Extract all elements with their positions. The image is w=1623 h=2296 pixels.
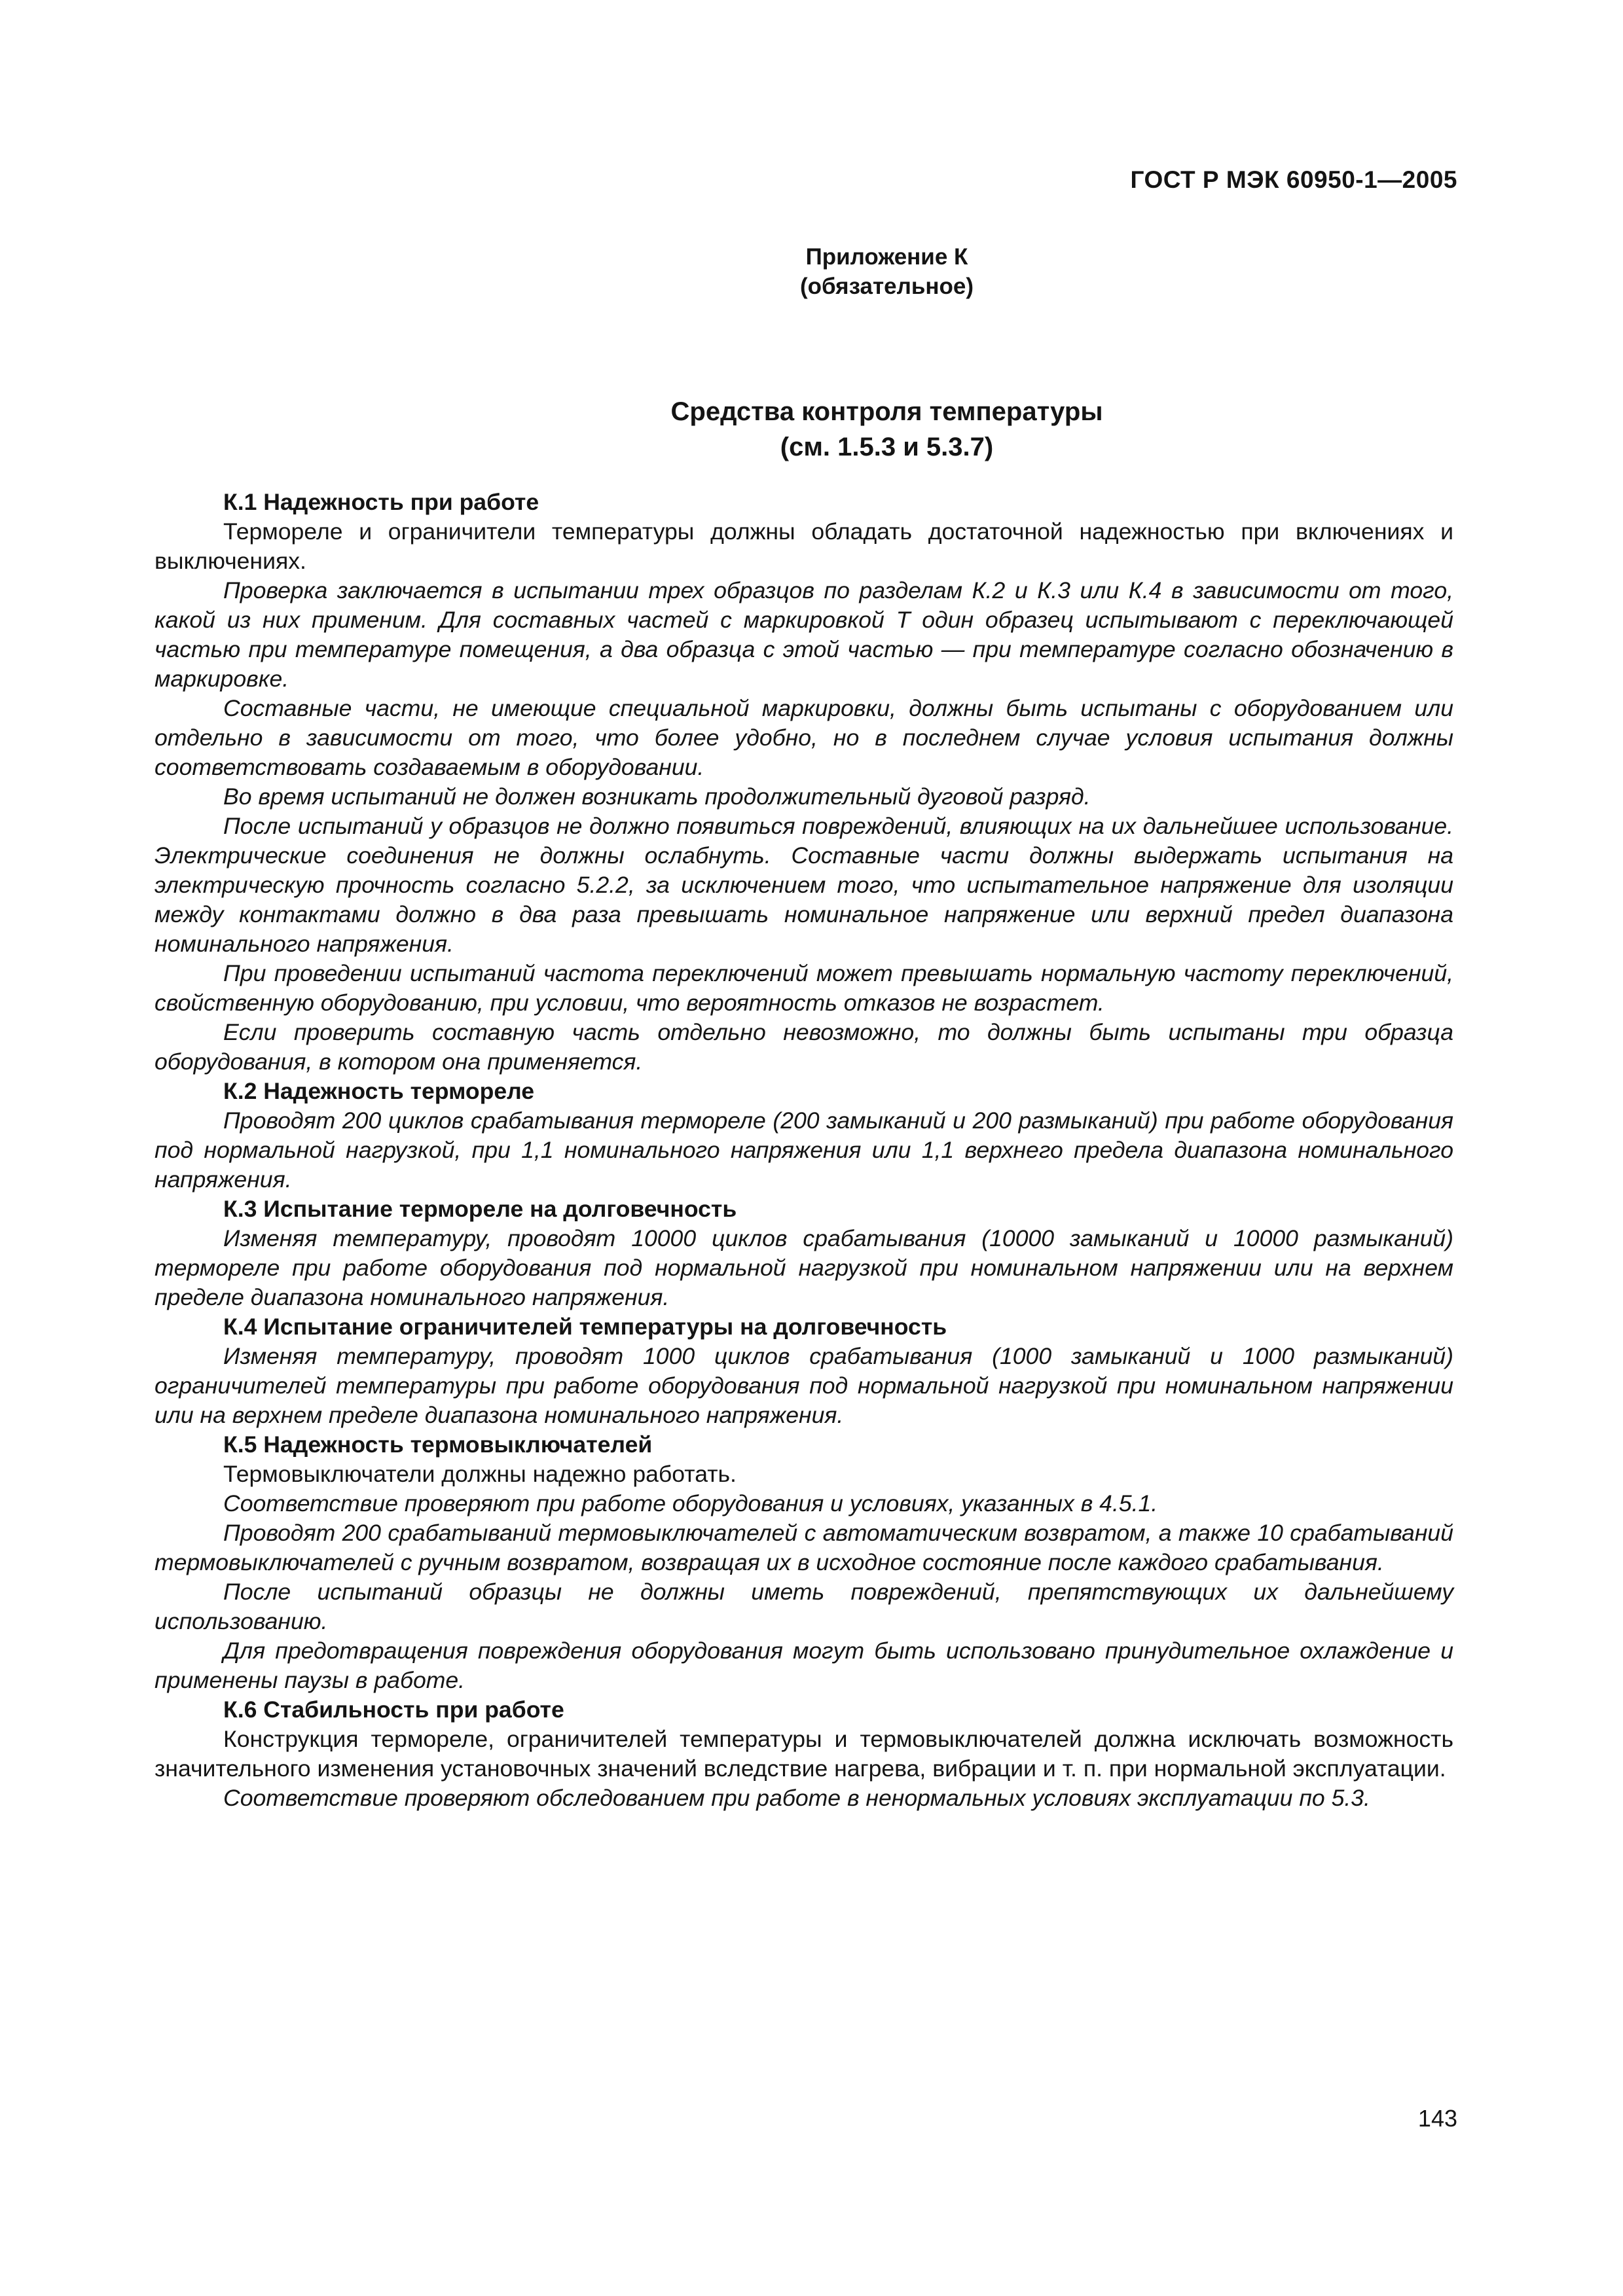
section-paragraph: Если проверить составную часть отдельно невозможно, то должны быть испытаны три образца оборудования, в котором она применяется. [155,1019,1453,1075]
section-heading: К.3 Испытание термореле на долговечность [223,1196,737,1222]
section-heading: К.6 Стабильность при работе [223,1696,564,1723]
section-paragraph: Изменяя температуру, проводят 1000 циклов срабатывания (1000 замыканий и 1000 размыканий) ограничителей температуры при работе оборудования под нормальной нагрузкой при номинальном напряжении или на верхнем пределе диапазона номинального напряжения. [155,1343,1453,1428]
appendix-heading [0,242,1623,301]
section-paragraph: Во время испытаний не должен возникать продолжительный дуговой разряд. [223,783,1091,810]
standard-code: ГОСТ Р МЭК 60950-1—2005 [1130,166,1457,193]
section-paragraph: Термореле и ограничители температуры должны обладать достаточной надежностью при включениях и выключениях. [155,518,1453,574]
section-paragraph: После испытаний образцы не должны иметь повреждений, препятствующих их дальнейшему использованию. [155,1579,1453,1634]
title-reference: (см. 1.5.3 и 5.3.7) [780,433,994,461]
section-heading: К.5 Надежность термовыключателей [223,1431,653,1458]
section-paragraph: Соответствие проверяют при работе оборудования и условиях, указанных в 4.5.1. [223,1490,1158,1516]
section-paragraph: При проведении испытаний частота переключений может превышать нормальную частоту переключений, свойственную оборудованию, при условии, что вероятность отказов не возрастет. [155,960,1453,1016]
appendix-label: Приложение К [805,244,968,270]
section-paragraph: Конструкция термореле, ограничителей температуры и термовыключателей должна исключать возможность значительного изменения установочных значений вследствие нагрева, вибрации и т. п. при нормальной эксплуатации. [155,1726,1453,1782]
section-paragraph: Термовыключатели должны надежно работать. [223,1461,737,1487]
section-paragraph: После испытаний у образцов не должно появиться повреждений, влияющих на их дальнейшее использование. Электрические соединения не должны ослабнуть. Составные части должны выдержать испытания на электрическую прочность согласно 5.2.2, за исключением того, что испытательное напряжение для изоляции между контактами должно в два раза превышать номинальное напряжение или верхний предел диапазона номинального напряжения. [155,813,1453,957]
title-main: Средства контроля температуры [670,397,1103,426]
section-heading: К.1 Надежность при работе [223,489,539,515]
section-paragraph: Проводят 200 циклов срабатывания термореле (200 замыканий и 200 размыканий) при работе оборудования под нормальной нагрузкой, при 1,1 номинального напряжения или 1,1 верхнего предела диапазона номинального напряжения. [155,1107,1453,1193]
document-title [0,394,1623,465]
section-paragraph: Изменяя температуру, проводят 10000 циклов срабатывания (10000 замыканий и 10000 размыканий) термореле при работе оборудования под нормальной нагрузкой при номинальном напряжении или на верхнем пределе диапазона номинального напряжения. [155,1225,1453,1310]
section-paragraph: Для предотвращения повреждения оборудования могут быть использовано принудительное охлаждение и применены паузы в работе. [155,1638,1453,1693]
page-number: 143 [1417,2105,1457,2132]
section-heading: К.2 Надежность термореле [223,1078,535,1104]
section-heading: К.4 Испытание ограничителей температуры на долговечность [223,1314,947,1340]
section-paragraph: Составные части, не имеющие специальной маркировки, должны быть испытаны с оборудованием или отдельно в зависимости от того, что более удобно, но в последнем случае условия испытания должны соответствовать создаваемым в оборудовании. [155,695,1453,780]
section-paragraph: Соответствие проверяют обследованием при работе в ненормальных условиях эксплуатации по 5.3. [223,1785,1370,1811]
appendix-status: (обязательное) [799,274,974,299]
section-paragraph: Проводят 200 срабатываний термовыключателей с автоматическим возвратом, а также 10 срабатываний термовыключателей с ручным возвратом, возвращая их в исходное состояние после каждого срабатывания. [155,1520,1453,1575]
document-body [155,488,1453,1813]
section-paragraph: Проверка заключается в испытании трех образцов по разделам К.2 и К.3 или К.4 в зависимости от того, какой из них применим. Для составных частей с маркировкой Т один образец испытывают с переключающей частью при температуре помещения, а два образца с этой частью — при температуре согласно обозначению в маркировке. [155,577,1453,692]
